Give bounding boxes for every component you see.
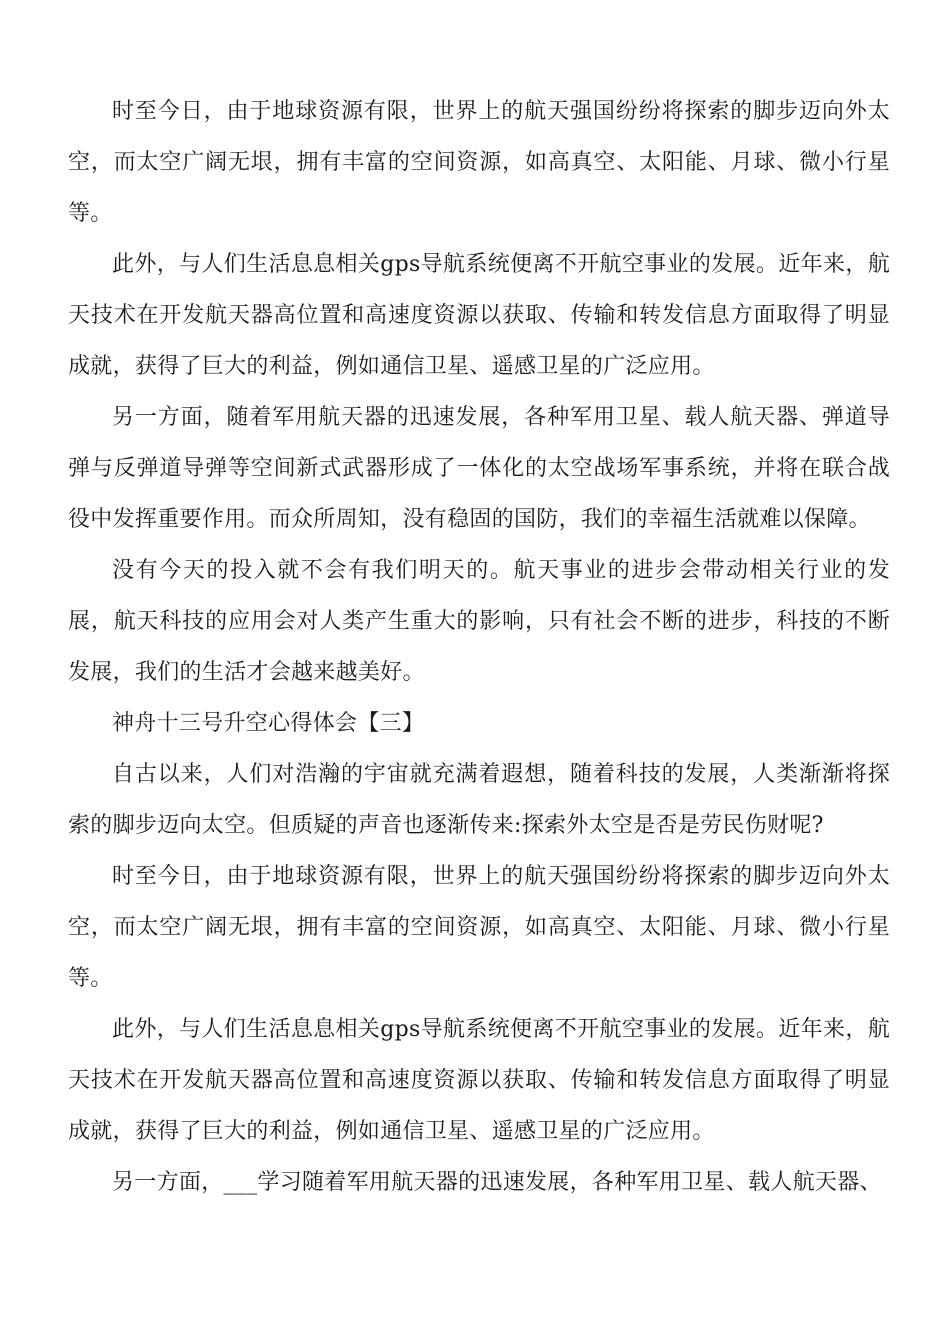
section-paragraph-1: 自古以来，人们对浩瀚的宇宙就充满着遐想，随着科技的发展，人类渐渐将探索的脚步迈向太空。但质疑的声音也逐渐传来:探索外太空是否是劳民伤财呢? xyxy=(68,762,890,838)
paragraph-1: 时至今日，由于地球资源有限，世界上的航天强国纷纷将探索的脚步迈向外太空，而太空广阔无垠，拥有丰富的空间资源，如高真空、太阳能、月球、微小行星等。 xyxy=(68,99,890,226)
section-paragraph-3: 此外，与人们生活息息相关gps导航系统便离不开航空事业的发展。近年来，航天技术在开发航天器高位置和高速度资源以获取、传输和转发信息方面取得了明显成就，获得了巨大的利益，例如通信卫星、遥感卫星的广泛应用。 xyxy=(68,1017,890,1144)
paragraph-2: 此外，与人们生活息息相关gps导航系统便离不开航空事业的发展。近年来，航天技术在开发航天器高位置和高速度资源以获取、传输和转发信息方面取得了明显成就，获得了巨大的利益，例如通信卫星、遥感卫星的广泛应用。 xyxy=(68,252,890,379)
paragraph-4: 没有今天的投入就不会有我们明天的。航天事业的进步会带动相关行业的发展，航天科技的应用会对人类产生重大的影响，只有社会不断的进步，科技的不断发展，我们的生活才会越来越美好。 xyxy=(68,558,890,685)
paragraph-3: 另一方面，随着军用航天器的迅速发展，各种军用卫星、载人航天器、弹道导弹与反弹道导弹等空间新式武器形成了一体化的太空战场军事系统，并将在联合战役中发挥重要作用。而众所周知，没有稳固的国防，我们的幸福生活就难以保障。 xyxy=(68,405,890,532)
section-heading: 神舟十三号升空心得体会【三】 xyxy=(112,711,425,736)
section-paragraph-4: 另一方面，___学习随着军用航天器的迅速发展，各种军用卫星、载人航天器、 xyxy=(112,1170,882,1195)
document-body xyxy=(68,86,890,1208)
section-paragraph-2: 时至今日，由于地球资源有限，世界上的航天强国纷纷将探索的脚步迈向外太空，而太空广阔无垠，拥有丰富的空间资源，如高真空、太阳能、月球、微小行星等。 xyxy=(68,864,890,991)
